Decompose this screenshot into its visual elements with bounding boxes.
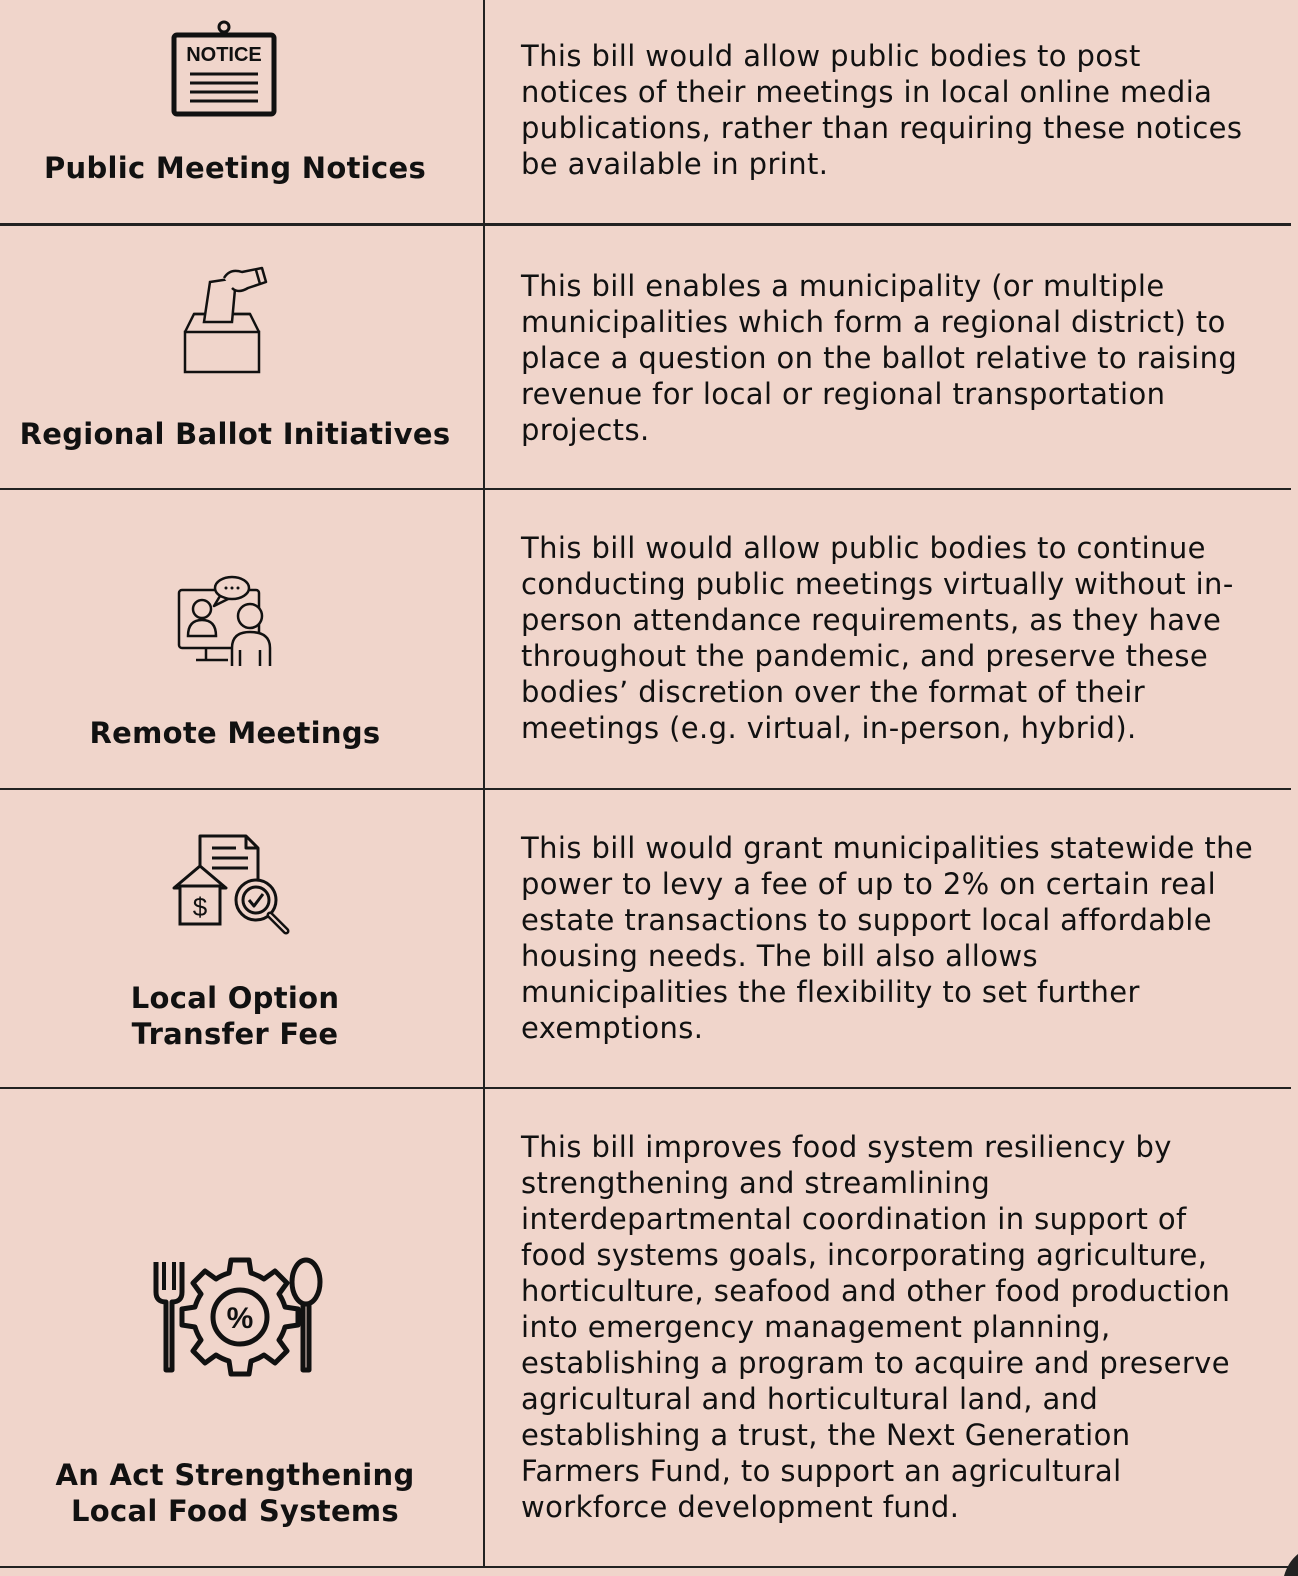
table-row xyxy=(0,790,1291,1087)
house-document-search-icon xyxy=(170,830,294,936)
row-title-line: Local Option xyxy=(130,981,340,1015)
notice-board-icon xyxy=(168,18,280,118)
table-row xyxy=(0,490,1291,788)
row-title xyxy=(0,980,470,1052)
row-label-cell xyxy=(0,790,483,1087)
row-title-line: Local Food Systems xyxy=(71,1494,399,1528)
video-meeting-icon xyxy=(176,574,276,670)
row-title-line: An Act Strengthening xyxy=(55,1458,415,1492)
row-description: This bill enables a municipality (or multiple municipalities which form a regional district) to place a question on the ballot relative to raising revenue for local or regional transportation projects. xyxy=(521,269,1238,447)
row-divider xyxy=(0,1566,1291,1568)
row-description: This bill would allow public bodies to continue conducting public meetings virtually without in- person attendance requirements, as they have throughout the pandemic, and preserve these bodies’ discretion over the format of their meetings (e.g. virtual, in-person, hybrid). xyxy=(521,531,1234,745)
row-title: Remote Meetings xyxy=(89,716,381,750)
ballot-box-icon xyxy=(180,264,272,376)
row-title: Regional Ballot Initiatives xyxy=(19,417,451,451)
svg-text:$: $ xyxy=(192,892,208,922)
svg-text:NOTICE: NOTICE xyxy=(186,44,262,66)
table-row xyxy=(0,0,1291,223)
row-label-cell xyxy=(0,0,483,223)
row-description: This bill would grant municipalities statewide the power to levy a fee of up to 2% on certain real estate transactions to support local affordable housing needs. The bill also allows municipalities the flexibility to set further exemptions. xyxy=(521,831,1254,1045)
svg-text:%: % xyxy=(226,1302,254,1335)
food-systems-gear-icon xyxy=(152,1254,328,1378)
row-title-line: Transfer Fee xyxy=(131,1017,339,1051)
page-curl-corner xyxy=(1284,1554,1298,1576)
row-title xyxy=(0,1457,470,1529)
row-title: Public Meeting Notices xyxy=(43,151,427,185)
row-label-cell xyxy=(0,226,483,488)
table-row xyxy=(0,226,1291,488)
row-description: This bill improves food system resiliency by strengthening and streamlining interdepartmental coordination in support of food systems goals, incorporating agriculture, horticulture, seafood and other food production into emergency management planning, establishing a program to acquire and preserve agricultural and horticultural land, and establishing a trust, the Next Generation Farmers Fund, to support an agricultural workforce development fund. xyxy=(521,1130,1231,1524)
table-row xyxy=(0,1089,1291,1566)
row-label-cell xyxy=(0,490,483,788)
row-label-cell xyxy=(0,1089,483,1566)
row-description: This bill would allow public bodies to post notices of their meetings in local online media publications, rather than requiring these notices be available in print. xyxy=(521,39,1243,181)
